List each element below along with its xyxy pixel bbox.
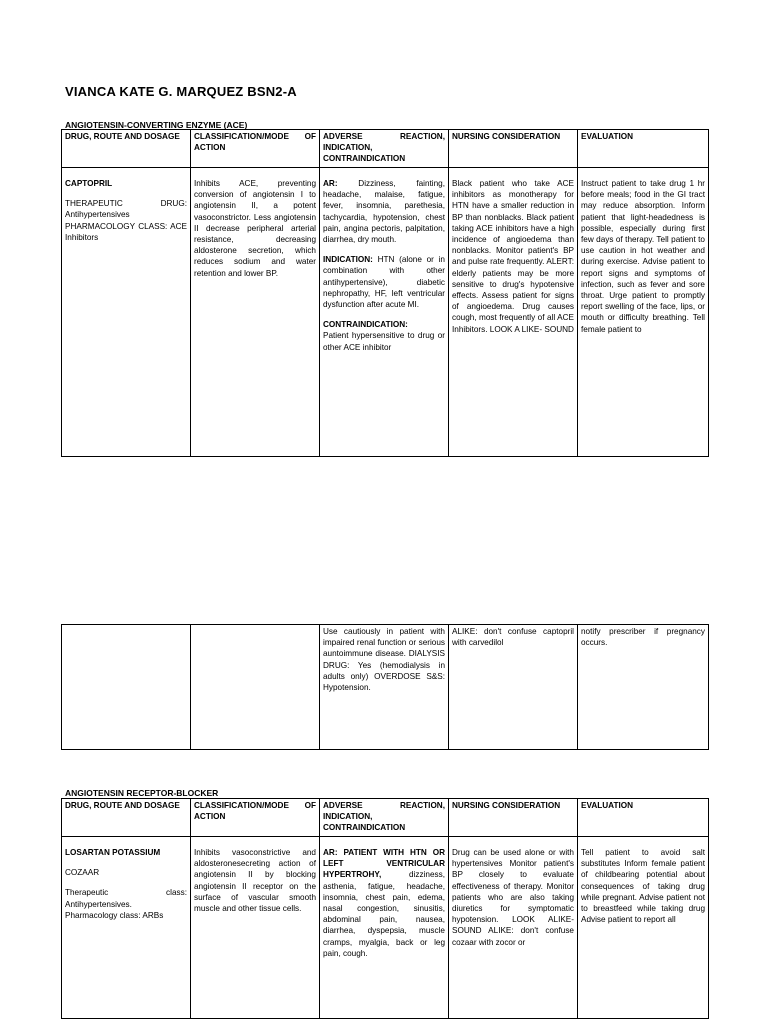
contraindication-text: Patient hypersensitive to drug or other ACE inhibitor (323, 331, 445, 352)
evaluation-text: Tell patient to avoid salt substitutes Inform female patient of childbearing potential about consequences of taking drug while pregnant. Advise patient not to breastfeed while taking drug Advise patient to report all (581, 848, 705, 925)
drug-cell (62, 837, 191, 1019)
classification-cell (191, 168, 320, 457)
therapeutic-class: THERAPEUTIC DRUG: Antihypertensives (65, 199, 187, 220)
evaluation-text: Instruct patient to take drug 1 hr before meals; food in the GI tract may reduce absorption. Inform patient that light-headedness is possible, especially during first few days of therapy. Tell patient to use caution in hot weather and during exercise. Advise patient to report signs and symptoms of infection, such as fever and sore throat. Urge patient to promptly report swelling of the face, lips, or mouth or difficulty breathing. Tell female patient to (581, 179, 705, 334)
header-nursing: NURSING CONSIDERATION (449, 130, 578, 168)
ace-continuation-table (61, 624, 709, 750)
nursing-cell (449, 837, 578, 1019)
header-adverse: ADVERSE REACTION, INDICATION, CONTRAINDICATION (320, 799, 449, 837)
header-drug: DRUG, ROUTE AND DOSAGE (62, 799, 191, 837)
drug-cell (62, 168, 191, 457)
nursing-cell-continued: ALIKE: don't confuse captopril with carvedilol (449, 625, 578, 750)
classification-cell (191, 837, 320, 1019)
header-evaluation: EVALUATION (578, 799, 709, 837)
indication: INDICATION: HTN (alone or in combination with other antihypertensive), diabetic nephropathy, HF, left ventricular dysfunction after acute MI. (323, 255, 445, 310)
classification-text: Inhibits vasoconstrictive and aldosteronesecreting action of angiotensin II by blocking angiotensin II receptor on the surface of vascular smooth muscle and other tissue cells. (194, 848, 316, 914)
pharmacology-class: Pharmacology class: ARBs (65, 910, 164, 920)
drug-name: LOSARTAN POTASSIUM (65, 848, 161, 857)
section-title-arb: ANGIOTENSIN RECEPTOR-BLOCKER (65, 788, 219, 798)
evaluation-cell-continued: notify prescriber if pregnancy occurs. (578, 625, 709, 750)
adverse-reactions: AR: PATIENT WITH HTN OR LEFT VENTRICULAR HYPERTROHY, dizziness, asthenia, fatigue, headache, insomnia, chest pain, edema, nasal congestion, sinusitis, abdominal pain, nausea, diarrhea, dyspepsia, muscle cramps, myalgia, back or leg pain, cough. (323, 848, 445, 958)
adverse-cell (320, 837, 449, 1019)
header-classification: CLASSIFICATION/MODE OF ACTION (191, 130, 320, 168)
evaluation-cell (578, 837, 709, 1019)
nursing-text: Drug can be used alone or with hypertensives Monitor patient's BP closely to evaluate effectiveness of therapy. Monitor patients who are also taking diuretics for symptomatic hypotension. LOOK ALIKE- SOUND ALIKE: don't confuse cozaar with zocor or (452, 848, 574, 947)
table-header-row (62, 799, 709, 837)
header-drug: DRUG, ROUTE AND DOSAGE (62, 130, 191, 168)
adverse-cell-continued: Use cautiously in patient with impaired renal function or serious auntoimmune disease. DIALYSIS DRUG: Yes (hemodialysis in adults only) OVERDOSE S&S: Hypotension. (320, 625, 449, 750)
adverse-reactions: AR: Dizziness, fainting, headache, malaise, fatigue, fever, insomnia, parethesia, tachycardia, hypotension, chest pain, angina pectoris, palpitation, diarrhea, dry mouth. (323, 179, 446, 245)
classification-text: Inhibits ACE, preventing conversion of angiotensin I to angiotensin II, a potent vasoconstrictor. Less angiotensin II decrease peripheral arterial resistance, decreasing aldosterone secretion, which reduces sodium and water retention and lower BP. (194, 179, 316, 278)
header-nursing: NURSING CONSIDERATION (449, 799, 578, 837)
brand-name: COZAAR (65, 868, 100, 878)
table-row (62, 625, 709, 750)
section-title-ace: ANGIOTENSIN-CONVERTING ENZYME (ACE) (65, 120, 248, 130)
header-classification: CLASSIFICATION/MODE OF ACTION (191, 799, 320, 837)
pharmacology-class: PHARMACOLOGY CLASS: ACE Inhibitors (65, 221, 187, 242)
page-title: VIANCA KATE G. MARQUEZ BSN2-A (65, 84, 297, 99)
header-adverse: ADVERSE REACTION, INDICATION, CONTRAINDICATION (320, 130, 449, 168)
contraindication-label: CONTRAINDICATION: (323, 320, 408, 330)
evaluation-cell (578, 168, 709, 457)
table-row (62, 168, 709, 457)
ace-drug-table (61, 129, 709, 457)
drug-name: CAPTOPRIL (65, 179, 113, 188)
drug-cell-continued (62, 625, 191, 750)
classification-cell-continued (191, 625, 320, 750)
nursing-text: Black patient who take ACE inhibitors as monotherapy for HTN have a smaller reduction in BP than nonblacks. Black patient taking ACE inhibitors have a high incidence of angioedema than nonblacks. Monitor patient's BP and pulse rate frequently. ALERT: elderly patients may be more sensitive to drug's hypotensive effects. Assess patient for signs of angioedema. Drug causes cough, most frequently of all ACE Inhibitors. LOOK A LIKE- SOUND (452, 179, 574, 334)
header-evaluation: EVALUATION (578, 130, 709, 168)
arb-drug-table (61, 798, 709, 1019)
nursing-cell (449, 168, 578, 457)
therapeutic-class: Therapeutic class: Antihypertensives. (65, 888, 187, 909)
adverse-cell (320, 168, 449, 457)
table-header-row (62, 130, 709, 168)
table-row (62, 837, 709, 1019)
